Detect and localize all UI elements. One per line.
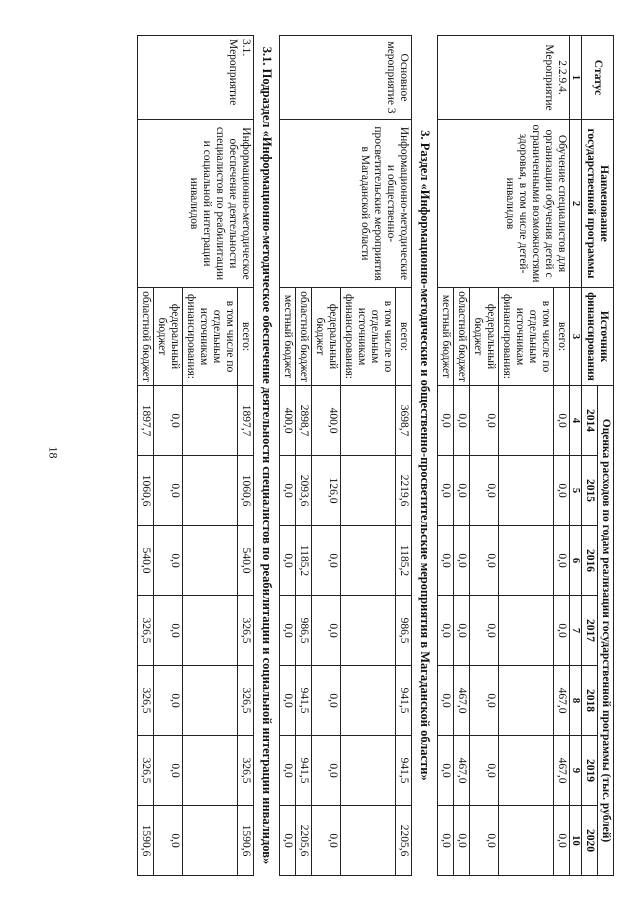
value-cell: 326,5 <box>238 736 254 806</box>
table-row <box>238 36 254 876</box>
source-local: местный бюджет <box>280 288 296 386</box>
value-cell: 0,0 <box>438 456 454 526</box>
value-cell: 0,0 <box>438 666 454 736</box>
value-cell: 467,0 <box>554 666 570 736</box>
value-cell: 326,5 <box>238 596 254 666</box>
value-cell: 0,0 <box>438 386 454 456</box>
value-cell: 1185,2 <box>396 526 412 596</box>
value-cell: 0,0 <box>154 526 183 596</box>
value-cell: 0,0 <box>312 806 341 876</box>
source-total: всего: <box>396 288 412 386</box>
source-incl: в том числе по отдельным источникам финансирования: <box>341 288 396 386</box>
source-incl: в том числе по отдельным источникам финансирования: <box>183 288 238 386</box>
budget-table <box>137 35 614 876</box>
value-cell: 0,0 <box>312 736 341 806</box>
value-cell: 0,0 <box>280 666 296 736</box>
value-cell: 0,0 <box>454 596 470 666</box>
source-federal: федеральный бюджет <box>312 288 341 386</box>
section-row <box>254 36 280 876</box>
value-cell: 0,0 <box>312 526 341 596</box>
year-2019: 2019 <box>582 736 598 806</box>
value-cell: 0,0 <box>470 736 499 806</box>
value-cell: 0,0 <box>554 596 570 666</box>
value-cell: 0,0 <box>280 806 296 876</box>
value-cell: 0,0 <box>454 526 470 596</box>
header-source: Источник финансирования <box>582 288 614 386</box>
col-number: 7 <box>570 596 582 666</box>
rotated-sheet <box>84 35 614 875</box>
value-cell: 986,5 <box>296 596 312 666</box>
value-cell: 1897,7 <box>138 386 154 456</box>
value-cell: 0,0 <box>470 806 499 876</box>
value-cell: 0,0 <box>470 456 499 526</box>
source-federal: федеральный бюджет <box>470 288 499 386</box>
column-number-row <box>570 36 582 876</box>
value-cell: 0,0 <box>154 806 183 876</box>
col-number: 10 <box>570 806 582 876</box>
value-cell: 467,0 <box>454 666 470 736</box>
source-total: всего: <box>238 288 254 386</box>
value-cell: 2093,6 <box>296 456 312 526</box>
year-2020: 2020 <box>582 806 598 876</box>
value-cell: 0,0 <box>554 806 570 876</box>
value-cell: 1590,6 <box>138 806 154 876</box>
status-cell: Основное мероприятие 3 <box>280 36 412 120</box>
value-cell: 0,0 <box>454 806 470 876</box>
table-row <box>396 36 412 876</box>
value-cell: 2205,6 <box>296 806 312 876</box>
value-cell: 0,0 <box>554 386 570 456</box>
value-cell: 0,0 <box>312 596 341 666</box>
value-cell: 0,0 <box>470 386 499 456</box>
value-cell: 1897,7 <box>238 386 254 456</box>
value-cell: 0,0 <box>280 736 296 806</box>
value-cell: 1060,6 <box>138 456 154 526</box>
header-row <box>598 36 614 876</box>
col-number: 9 <box>570 736 582 806</box>
year-2015: 2015 <box>582 456 598 526</box>
value-cell: 0,0 <box>154 666 183 736</box>
value-cell: 0,0 <box>554 526 570 596</box>
value-cell: 0,0 <box>438 736 454 806</box>
page-number: 18 <box>46 446 61 459</box>
year-2017: 2017 <box>582 596 598 666</box>
value-cell: 0,0 <box>154 596 183 666</box>
section-title: 3.1. Подраздел «Информационно-методическое обеспечение деятельности специалистов по реабилитации и социальной интеграции инвалидов» <box>254 36 280 876</box>
status-cell: 2.2.9.4. Мероприятие <box>438 36 570 120</box>
value-cell: 540,0 <box>238 526 254 596</box>
value-cell: 326,5 <box>138 596 154 666</box>
value-cell: 540,0 <box>138 526 154 596</box>
col-number: 5 <box>570 456 582 526</box>
value-cell: 467,0 <box>554 736 570 806</box>
value-cell: 126,0 <box>312 456 341 526</box>
col-number: 6 <box>570 526 582 596</box>
section-row <box>412 36 438 876</box>
value-cell: 0,0 <box>454 456 470 526</box>
col-number: 1 <box>570 36 582 120</box>
program-cell: Информационно-методические и общественно-просветительские мероприятия в Магаданской области <box>280 120 412 288</box>
header-program: Наименование государственной программы <box>582 120 614 288</box>
value-cell: 400,0 <box>312 386 341 456</box>
program-cell: Информационно-методическое обеспечение деятельности специалистов по реабилитации и социальной интеграции инвалидов <box>138 120 254 288</box>
source-regional: областной бюджет <box>454 288 470 386</box>
col-number: 4 <box>570 386 582 456</box>
header-estimate: Оценка расходов по годам реализации государственной программы (тыс. рублей) <box>598 386 614 876</box>
value-cell: 0,0 <box>470 666 499 736</box>
year-2014: 2014 <box>582 386 598 456</box>
section-title: 3. Раздел «Информационно-методические и общественно-просветительские мероприятия в Магаданской области» <box>412 36 438 876</box>
source-regional: областной бюджет <box>296 288 312 386</box>
source-federal: федеральный бюджет <box>154 288 183 386</box>
source-incl: в том числе по отдельным источникам финансирования: <box>499 288 554 386</box>
value-cell: 0,0 <box>154 456 183 526</box>
value-cell: 0,0 <box>554 456 570 526</box>
col-number: 3 <box>570 288 582 386</box>
value-cell: 0,0 <box>154 386 183 456</box>
table-rotor <box>84 35 614 875</box>
value-cell: 941,5 <box>296 666 312 736</box>
value-cell: 941,5 <box>396 736 412 806</box>
value-cell: 467,0 <box>454 736 470 806</box>
col-number: 2 <box>570 120 582 288</box>
value-cell: 3698,7 <box>396 386 412 456</box>
value-cell: 2205,6 <box>396 806 412 876</box>
value-cell: 0,0 <box>470 596 499 666</box>
value-cell: 326,5 <box>238 666 254 736</box>
year-2018: 2018 <box>582 666 598 736</box>
program-cell: Обучение специалистов для организации обучения детей с ограниченными возможностями здоровья, в том числе детей-инвалидов <box>438 120 570 288</box>
value-cell: 0,0 <box>280 526 296 596</box>
value-cell: 941,5 <box>296 736 312 806</box>
value-cell: 1185,2 <box>296 526 312 596</box>
value-cell: 400,0 <box>280 386 296 456</box>
value-cell: 0,0 <box>280 456 296 526</box>
year-2016: 2016 <box>582 526 598 596</box>
source-local: местный бюджет <box>438 288 454 386</box>
value-cell: 0,0 <box>438 526 454 596</box>
value-cell: 0,0 <box>470 526 499 596</box>
value-cell: 326,5 <box>138 736 154 806</box>
value-cell: 0,0 <box>154 736 183 806</box>
value-cell: 0,0 <box>454 386 470 456</box>
value-cell: 0,0 <box>312 666 341 736</box>
value-cell: 2898,7 <box>296 386 312 456</box>
value-cell: 0,0 <box>280 596 296 666</box>
value-cell: 0,0 <box>438 806 454 876</box>
value-cell: 1060,6 <box>238 456 254 526</box>
value-cell: 2219,6 <box>396 456 412 526</box>
header-status: Статус <box>582 36 614 120</box>
value-cell: 0,0 <box>438 596 454 666</box>
value-cell: 326,5 <box>138 666 154 736</box>
col-number: 8 <box>570 666 582 736</box>
status-cell: 3.1. Мероприятие <box>138 36 254 120</box>
table-row <box>554 36 570 876</box>
value-cell: 986,5 <box>396 596 412 666</box>
value-cell: 1590,6 <box>238 806 254 876</box>
value-cell: 941,5 <box>396 666 412 736</box>
source-regional: областной бюджет <box>138 288 154 386</box>
source-total: всего: <box>554 288 570 386</box>
